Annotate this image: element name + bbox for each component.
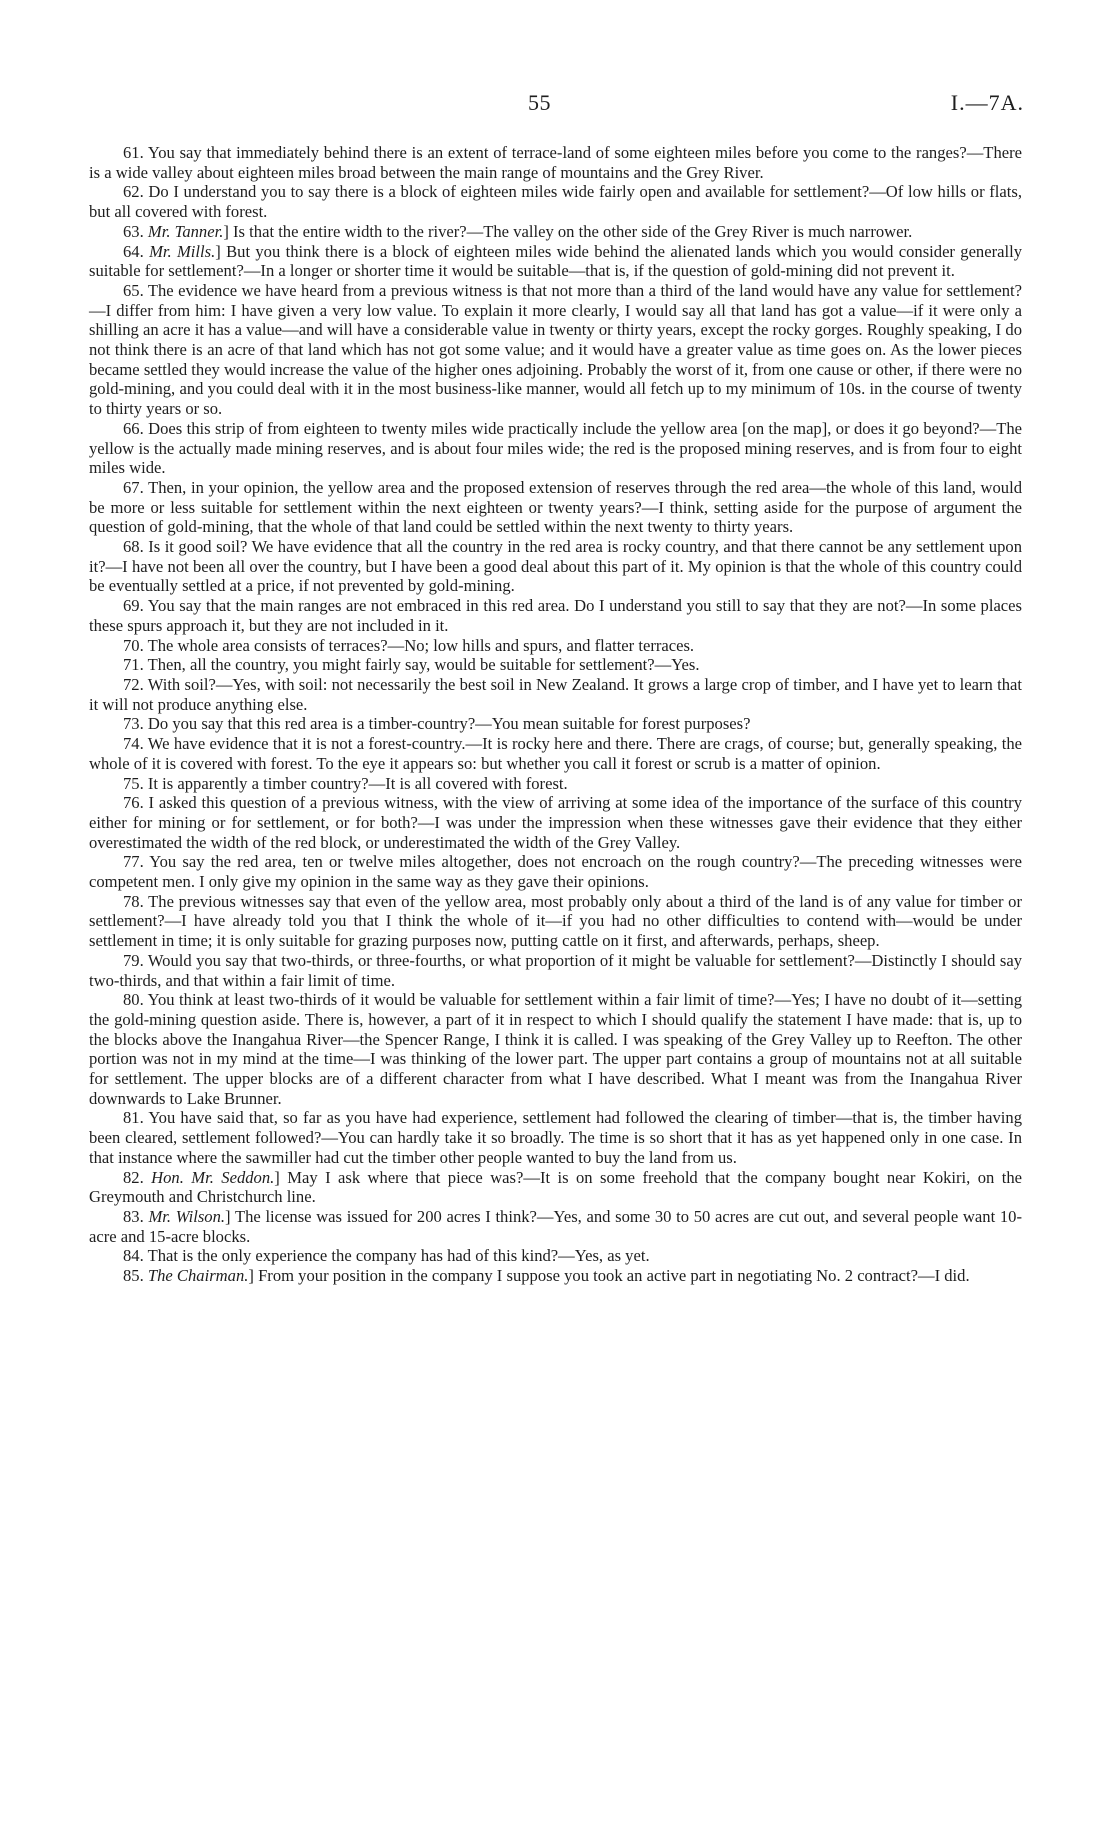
- evidence-paragraph: [89, 675, 1022, 714]
- minutes-of-evidence: [89, 143, 1022, 1286]
- paragraph-text: ] Is that the entire width to the river?—The valley on the other side of the Grey River is much narrower.: [223, 221, 913, 241]
- evidence-paragraph: [89, 892, 1022, 951]
- paragraph-text: 65. The evidence we have heard from a previous witness is that not more than a third of the land would have any value for settlement?—I differ from him: I have given a very low value. To explain it more clearly, I would say all that land has got a value—if it were only a shilling an acre it has a value—and will have a considerable value in twenty or thirty years, except the rocky gorges. Roughly speaking, I do not think there is an acre of that land which has not got some value; and it would have a greater value as time goes on. As the lower pieces became settled they would increase the value of the higher ones adjoining. Probably the worst of it, from one cause or other, if there were no gold-mining, and you could deal with it in the most business-like manner, would all fetch up to my minimum of 10s. in the course of twenty to thirty years or so.: [89, 280, 1022, 419]
- paragraph-text: 77. You say the red area, ten or twelve miles altogether, does not encroach on the rough country?—The preceding witnesses were competent men. I only give my opinion in the same way as they gave their opinions.: [89, 852, 1022, 892]
- evidence-paragraph: [89, 636, 1022, 656]
- paragraph-text: 69. You say that the main ranges are not embraced in this red area. Do I understand you still to say that they are not?—In some places these spurs approach it, but they are not included in it.: [89, 596, 1022, 635]
- evidence-paragraph: [89, 990, 1022, 1108]
- evidence-paragraph: [89, 1246, 1022, 1266]
- evidence-paragraph: [89, 1108, 1022, 1167]
- paragraph-text: 61. You say that immediately behind there is an extent of terrace-land of some eighteen miles before you come to the ranges?—There is a wide valley about eighteen miles broad between the main range of mountains and the Grey River.: [89, 143, 1022, 182]
- paragraph-text: ] The license was issued for 200 acres I think?—Yes, and some 30 to 50 acres are cut out, and several people want 10-acre and 15-acre blocks.: [89, 1206, 1022, 1246]
- question-number: 82.: [123, 1167, 152, 1187]
- paragraph-text: 74. We have evidence that it is not a forest-country.—It is rocky here and there. There are crags, of course; but, generally speaking, the whole of it is covered with forest. To the eye it appears so: but whether you call it forest or scrub is a matter of opinion.: [89, 734, 1022, 773]
- evidence-paragraph: [89, 537, 1022, 596]
- paragraph-text: 81. You have said that, so far as you have had experience, settlement had followed the clearing of timber—that is, the timber having been cleared, settlement followed?—You can hardly take it so broadly. The time is so short that it has as yet happened only in one case. In that instance where the sawmiller had cut the timber other people wanted to buy the land from us.: [89, 1108, 1022, 1167]
- evidence-paragraph: [89, 222, 1022, 242]
- paragraph-text: ] But you think there is a block of eighteen miles wide behind the alienated lands which you would consider generally suitable for settlement?—In a longer or shorter time it would be suitable—that is, if the question of gold-mining did not prevent it.: [89, 241, 1023, 281]
- evidence-paragraph: [89, 281, 1022, 419]
- paragraph-text: 70. The whole area consists of terraces?—No; low hills and spurs, and flatter terraces.: [123, 635, 695, 655]
- question-number: 64.: [123, 241, 150, 261]
- page-number: 55: [528, 90, 551, 115]
- paragraph-text: ] From your position in the company I suppose you took an active part in negotiating No. 2 contract?—I did.: [248, 1266, 970, 1286]
- evidence-paragraph: [89, 1207, 1022, 1246]
- paragraph-text: 79. Would you say that two-thirds, or three-fourths, or what proportion of it might be valuable for settlement?—Distinctly I should say two-thirds, and that within a fair limit of time.: [89, 950, 1022, 990]
- speaker-name: Mr. Tanner.: [147, 221, 224, 241]
- evidence-paragraph: [89, 182, 1022, 221]
- evidence-paragraph: [89, 734, 1022, 773]
- paragraph-text: 66. Does this strip of from eighteen to twenty miles wide practically include the yellow area [on the map], or does it go beyond?—The yellow is the actually made mining reserves, and is about four miles wide; the red is the proposed mining reserves, and is from four to eight miles wide.: [89, 418, 1022, 478]
- evidence-paragraph: [89, 419, 1022, 478]
- speaker-name: Hon. Mr. Seddon.: [151, 1167, 275, 1187]
- speaker-name: The Chairman.: [147, 1266, 249, 1286]
- question-number: 85.: [123, 1266, 148, 1286]
- evidence-paragraph: [89, 478, 1022, 537]
- question-number: 63.: [123, 221, 148, 241]
- paragraph-text: 75. It is apparently a timber country?—It is all covered with forest.: [123, 773, 568, 793]
- question-number: 83.: [123, 1206, 149, 1226]
- evidence-paragraph: [89, 655, 1022, 675]
- paragraph-text: ] May I ask where that piece was?—It is on some freehold that the company bought near Kokiri, on the Greymouth and Christchurch line.: [89, 1167, 1022, 1207]
- evidence-paragraph: [89, 793, 1022, 852]
- evidence-paragraph: [89, 242, 1022, 281]
- paragraph-text: 76. I asked this question of a previous witness, with the view of arriving at some idea of the importance of the surface of this country either for mining or for settlement, or for both?—I was under the impression when these witnesses gave their evidence that they either overestimated the width of the red block, or underestimated the width of the Grey Valley.: [89, 793, 1022, 852]
- paragraph-text: 67. Then, in your opinion, the yellow area and the proposed extension of reserves through the red area—the whole of this land, would be more or less suitable for settlement within the next eighteen or twenty years?—I think, setting aside for the purpose of argument the question of gold-mining, that the whole of that land could be settled within the next twenty to thirty years.: [89, 477, 1022, 537]
- paragraph-text: 84. That is the only experience the company has had of this kind?—Yes, as yet.: [123, 1246, 650, 1266]
- evidence-paragraph: [89, 714, 1022, 734]
- paragraph-text: 78. The previous witnesses say that even of the yellow area, most probably only about a third of the land is of any value for timber or settlement?—I have already told you that I think the whole of it—if you had no other difficulties to contend with—would be under settlement in time; it is only suitable for grazing purposes now, putting cattle on it first, and afterwards, perhaps, sheep.: [89, 891, 1022, 951]
- paragraph-text: 73. Do you say that this red area is a timber-country?—You mean suitable for forest purposes?: [123, 714, 751, 734]
- paragraph-text: 68. Is it good soil? We have evidence that all the country in the red area is rocky country, and that there cannot be any settlement upon it?—I have not been all over the country, but I have been a good deal about this part of it. My opinion is that the whole of this country could be eventually settled at a price, if not prevented by gold-mining.: [89, 537, 1022, 596]
- evidence-paragraph: [89, 1168, 1022, 1207]
- evidence-paragraph: [89, 852, 1022, 891]
- evidence-paragraph: [89, 951, 1022, 990]
- paragraph-text: 80. You think at least two-thirds of it would be valuable for settlement within a fair limit of time?—Yes; I have no doubt of it—setting the gold-mining question aside. There is, however, a part of it in respect to which I should qualify the statement I have made: that is, up to the blocks above the Inangahua River—the Spencer Range, I think it is called. I was speaking of the Grey Valley up to Reefton. The other portion was not in my mind at the time—I was thinking of the lower part. The upper part contains a group of mountains not at all suitable for settlement. The upper blocks are of a different character from what I have described. What I meant was from the Inangahua River downwards to Lake Brunner.: [89, 990, 1022, 1108]
- speaker-name: Mr. Mills.: [149, 241, 216, 261]
- paragraph-text: 72. With soil?—Yes, with soil: not necessarily the best soil in New Zealand. It grows a large crop of timber, and I have yet to learn that it will not produce anything else.: [89, 674, 1022, 714]
- evidence-paragraph: [89, 774, 1022, 794]
- page-header: [0, 90, 1114, 120]
- paragraph-text: 62. Do I understand you to say there is a block of eighteen miles wide fairly open and available for settlement?—Of low hills or flats, but all covered with forest.: [89, 182, 1022, 222]
- evidence-paragraph: [89, 143, 1022, 182]
- paragraph-text: 71. Then, all the country, you might fairly say, would be suitable for settlement?—Yes.: [123, 655, 700, 675]
- evidence-paragraph: [89, 596, 1022, 635]
- paper-reference: I.—7A.: [950, 90, 1024, 115]
- evidence-paragraph: [89, 1266, 1022, 1286]
- speaker-name: Mr. Wilson.: [148, 1206, 226, 1226]
